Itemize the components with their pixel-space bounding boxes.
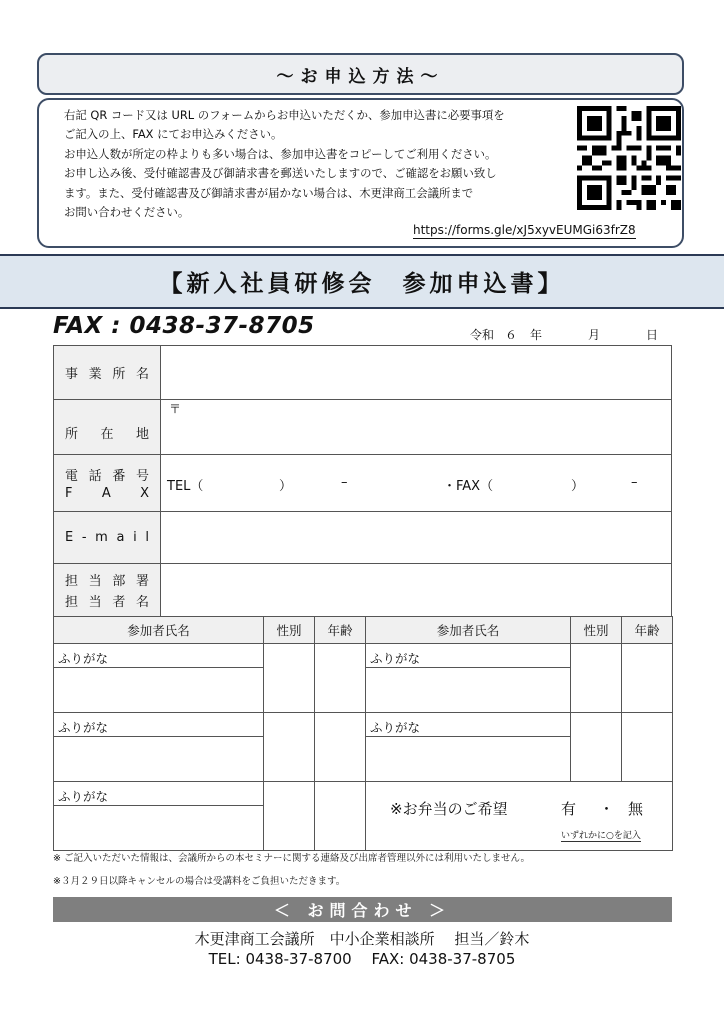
bento-hint: いずれかに○を記入 [561,828,641,842]
privacy-note: ※ ご記入いただいた情報は、会議所からの本セミナーに関する連絡及び出席者管理以外には利用いたしません。 [53,853,531,864]
company-form [53,345,672,617]
method-instructions [64,106,584,222]
participant-name-field[interactable] [54,668,264,713]
gender-field[interactable] [264,644,315,713]
tel-prefix: TEL（ [167,479,204,494]
phone-fax-label: 電 話 番 号 F A X [54,455,161,512]
document-title: 【新入社員研修会 参加申込書】 [0,254,724,309]
bento-preference[interactable] [366,782,673,851]
furigana-field[interactable]: ふりがな [54,782,264,806]
col-header-gender: 性別 [264,617,315,644]
bento-option-no[interactable]: 無 [628,800,644,818]
participant-name-field[interactable] [54,806,264,851]
contact-heading: ＜ お問合わせ ＞ [53,897,672,922]
participant-name-field[interactable] [366,668,571,713]
form-url-link[interactable]: https://forms.gle/xJ5xyvEUMGi63frZ8 [413,223,636,237]
contact-person-label: 担 当 部 署 担 当 者 名 [54,564,161,617]
fax-paren-close: ） [571,479,585,494]
age-field[interactable] [622,713,673,782]
method-heading: ～お申込方法～ [37,53,684,95]
cancellation-note: ※３月２９日以降キャンセルの場合は受講料をご負担いただきます。 [53,876,346,887]
participant-name-field[interactable] [54,737,264,782]
fax-number: FAX : 0438-37-8705 [53,313,315,339]
participant-name-field[interactable] [366,737,571,782]
furigana-field[interactable]: ふりがな [366,713,571,737]
contact-phone-fax: TEL: 0438-37-8700 FAX: 0438-37-8705 [208,950,516,968]
method-line: お問い合わせください。 [64,205,190,220]
col-header-age: 年齢 [622,617,673,644]
address-label: 所 在 地 [54,400,161,455]
gender-field[interactable] [571,644,622,713]
gender-field[interactable] [264,782,315,851]
contact-person-field[interactable] [161,564,672,617]
furigana-field[interactable]: ふりがな [54,644,264,668]
tel-paren-close: ） [279,479,293,494]
contact-organization: 木更津商工会議所 中小企業相談所 担当／鈴木 [194,930,530,948]
method-line: ます。また、受付確認書及び御請求書が届かない場合は、木更津商工会議所まで [64,185,474,200]
phone-fax-field[interactable] [161,455,672,512]
method-line: お申込人数が所定の枠よりも多い場合は、参加申込書をコピーしてご利用ください。 [64,146,497,161]
qr-code-icon[interactable] [577,106,681,210]
address-field[interactable] [161,400,672,455]
office-name-field[interactable] [161,346,672,400]
age-field[interactable] [315,713,366,782]
furigana-field[interactable]: ふりがな [54,713,264,737]
participants-table [53,616,673,851]
email-label: E - m a i l [54,512,161,564]
gender-field[interactable] [264,713,315,782]
postal-mark: 〒 [169,402,182,416]
office-name-label: 事 業 所 名 [54,346,161,400]
furigana-field[interactable]: ふりがな [366,644,571,668]
age-field[interactable] [315,782,366,851]
method-line: ご記入の上、FAX にてお申込みください。 [64,127,283,142]
method-line: お申し込み後、受付確認書及び御請求書を郵送いたしますので、ご確認をお願い致し [64,166,497,181]
col-header-gender: 性別 [571,617,622,644]
date-year-unit: 年 [530,328,543,342]
bento-question: ※お弁当のご希望 [390,800,508,818]
col-header-name: 参加者氏名 [366,617,571,644]
col-header-age: 年齢 [315,617,366,644]
bento-separator: ・ [599,800,615,818]
col-header-name: 参加者氏名 [54,617,264,644]
fax-prefix: ・FAX（ [443,479,494,494]
bento-option-yes[interactable]: 有 [561,800,577,818]
fax-dash: – [631,475,638,490]
age-field[interactable] [315,644,366,713]
age-field[interactable] [622,644,673,713]
email-field[interactable] [161,512,672,564]
date-era: 令和 [470,328,495,342]
date-year: ６ [505,328,518,342]
gender-field[interactable] [571,713,622,782]
date-day-unit: 日 [646,328,659,342]
method-line: 右記 QR コード又は URL のフォームからお申込いただくか、参加申込書に必要事項を [64,108,505,122]
date-month-unit: 月 [588,328,601,342]
tel-dash: – [341,475,348,490]
